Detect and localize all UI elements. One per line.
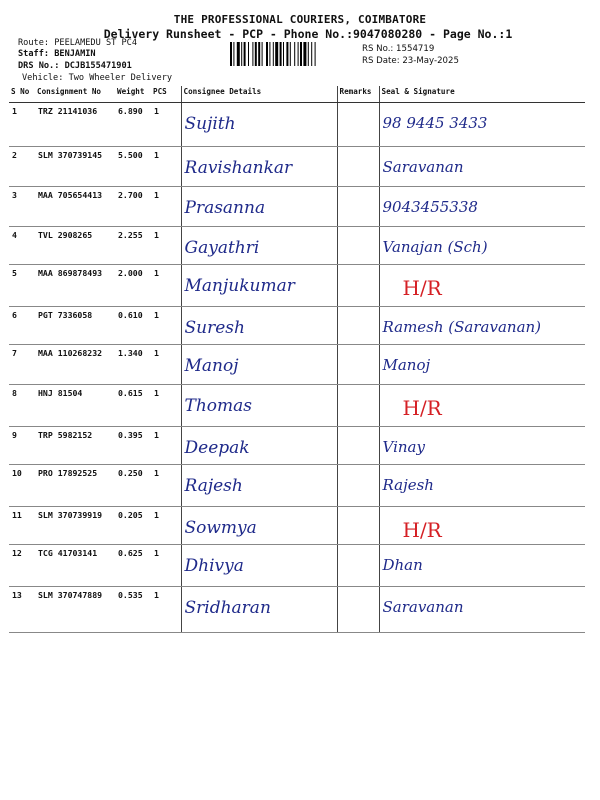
hold-return-mark: H/R [402,518,442,542]
row-pcs: 1 [151,587,181,633]
row-consignment-no: MAA 110268232 [35,345,115,385]
row-consignment-no: HNJ 81504 [35,385,115,427]
table-row [9,465,585,507]
row-seal-signature [379,545,585,587]
row-consignee-details [181,465,337,507]
row-pcs: 1 [151,265,181,307]
col-seal: Seal & Signature [379,86,585,103]
table-row [9,265,585,307]
row-sno: 3 [9,187,35,227]
signature-handwriting: 9043455338 [382,198,478,216]
row-consignee-details [181,345,337,385]
signature-handwriting: Ramesh (Saravanan) [382,318,542,336]
row-pcs: 1 [151,103,181,147]
row-pcs: 1 [151,545,181,587]
row-weight: 2.000 [115,265,151,307]
signature-handwriting: Saravanan [382,158,464,176]
row-seal-signature [379,103,585,147]
row-consignment-no: SLM 370739919 [35,507,115,545]
row-weight: 2.700 [115,187,151,227]
barcode-image [230,42,357,66]
row-consignee-details [181,545,337,587]
row-sno: 12 [9,545,35,587]
row-consignee-details [181,427,337,465]
row-weight: 0.250 [115,465,151,507]
row-pcs: 1 [151,345,181,385]
row-remarks [337,103,379,147]
table-row [9,507,585,545]
row-pcs: 1 [151,187,181,227]
rs-number: RS No.: 1554719 [362,44,435,54]
row-sno: 11 [9,507,35,545]
signature-handwriting: 98 9445 3433 [382,114,488,132]
row-remarks [337,427,379,465]
row-weight: 0.205 [115,507,151,545]
row-weight: 0.615 [115,385,151,427]
row-consignee-details [181,147,337,187]
table-row [9,227,585,265]
row-consignment-no: TVL 2908265 [35,227,115,265]
row-consignee-details [181,507,337,545]
drs-number: DRS No.: DCJB155471901 [18,61,132,71]
row-seal-signature [379,265,585,307]
row-remarks [337,385,379,427]
runsheet-subtitle: Delivery Runsheet - PCP - Phone No.:9047080280 - Page No.:1 [103,27,513,41]
row-sno: 6 [9,307,35,345]
row-consignee-details [181,307,337,345]
consignee-handwriting: Manjukumar [184,276,295,296]
row-seal-signature [379,507,585,545]
col-remarks: Remarks [337,86,379,103]
row-weight: 5.500 [115,147,151,187]
consignee-handwriting: Gayathri [184,238,260,258]
row-sno: 7 [9,345,35,385]
row-consignee-details [181,103,337,147]
table-row [9,345,585,385]
row-sno: 4 [9,227,35,265]
row-consignee-details [181,227,337,265]
row-seal-signature [379,307,585,345]
row-pcs: 1 [151,227,181,265]
row-consignee-details [181,587,337,633]
row-remarks [337,545,379,587]
row-seal-signature [379,465,585,507]
row-pcs: 1 [151,507,181,545]
row-consignment-no: SLM 370747889 [35,587,115,633]
table-row [9,427,585,465]
row-sno: 13 [9,587,35,633]
signature-handwriting: Dhan [382,556,423,574]
route-label: Route: PEELAMEDU ST PC4 [18,38,137,48]
consignee-handwriting: Thomas [184,396,253,416]
row-remarks [337,307,379,345]
table-row [9,147,585,187]
row-weight: 0.625 [115,545,151,587]
row-consignment-no: TRP 5982152 [35,427,115,465]
row-weight: 0.610 [115,307,151,345]
row-consignment-no: MAA 705654413 [35,187,115,227]
row-remarks [337,227,379,265]
row-weight: 1.340 [115,345,151,385]
col-consignee: Consignee Details [181,86,337,103]
row-consignee-details [181,265,337,307]
row-consignment-no: PRO 17892525 [35,465,115,507]
row-consignment-no: PGT 7336058 [35,307,115,345]
row-weight: 2.255 [115,227,151,265]
rs-date: RS Date: 23-May-2025 [362,56,459,66]
row-remarks [337,587,379,633]
consignee-handwriting: Suresh [184,318,245,338]
staff-label: Staff: BENJAMIN [18,49,96,59]
row-seal-signature [379,187,585,227]
row-seal-signature [379,427,585,465]
row-remarks [337,187,379,227]
row-seal-signature [379,227,585,265]
signature-handwriting: Saravanan [382,598,464,616]
consignee-handwriting: Dhivya [184,556,244,576]
table-row [9,103,585,147]
row-seal-signature [379,587,585,633]
row-consignment-no: TRZ 21141036 [35,103,115,147]
row-pcs: 1 [151,465,181,507]
col-pcs: PCS [151,86,181,103]
row-remarks [337,345,379,385]
row-pcs: 1 [151,307,181,345]
consignee-handwriting: Rajesh [184,476,243,496]
row-consignment-no: SLM 370739145 [35,147,115,187]
table-row [9,385,585,427]
col-sno: S No [9,86,35,103]
vehicle-label: Vehicle: Two Wheeler Delivery [22,73,173,83]
row-consignee-details [181,385,337,427]
signature-handwriting: Manoj [382,356,431,374]
table-row [9,545,585,587]
row-seal-signature [379,147,585,187]
table-row [9,187,585,227]
consignee-handwriting: Manoj [184,356,239,376]
col-weight: Weight [115,86,151,103]
row-weight: 0.535 [115,587,151,633]
row-sno: 10 [9,465,35,507]
consignee-handwriting: Sujith [184,114,236,134]
row-sno: 1 [9,103,35,147]
company-title: THE PROFESSIONAL COURIERS, COIMBATORE [173,13,427,26]
hold-return-mark: H/R [402,396,442,420]
signature-handwriting: Rajesh [382,476,434,494]
row-remarks [337,507,379,545]
table-header-row [9,86,585,103]
runsheet-table [9,86,585,633]
row-pcs: 1 [151,427,181,465]
row-pcs: 1 [151,385,181,427]
hold-return-mark: H/R [402,276,442,300]
consignee-handwriting: Ravishankar [184,158,293,178]
consignee-handwriting: Prasanna [184,198,266,218]
row-consignment-no: MAA 869878493 [35,265,115,307]
col-consignment: Consignment No [35,86,115,103]
table-row [9,307,585,345]
row-remarks [337,265,379,307]
row-remarks [337,147,379,187]
row-consignment-no: TCG 41703141 [35,545,115,587]
consignee-handwriting: Deepak [184,438,250,458]
row-sno: 9 [9,427,35,465]
signature-handwriting: Vanajan (Sch) [382,238,488,256]
consignee-handwriting: Sridharan [184,598,271,618]
row-weight: 0.395 [115,427,151,465]
signature-handwriting: Vinay [382,438,425,456]
row-sno: 2 [9,147,35,187]
row-pcs: 1 [151,147,181,187]
row-seal-signature [379,385,585,427]
row-weight: 6.890 [115,103,151,147]
row-consignee-details [181,187,337,227]
consignee-handwriting: Sowmya [184,518,257,538]
row-sno: 5 [9,265,35,307]
table-row [9,587,585,633]
row-seal-signature [379,345,585,385]
row-sno: 8 [9,385,35,427]
row-remarks [337,465,379,507]
